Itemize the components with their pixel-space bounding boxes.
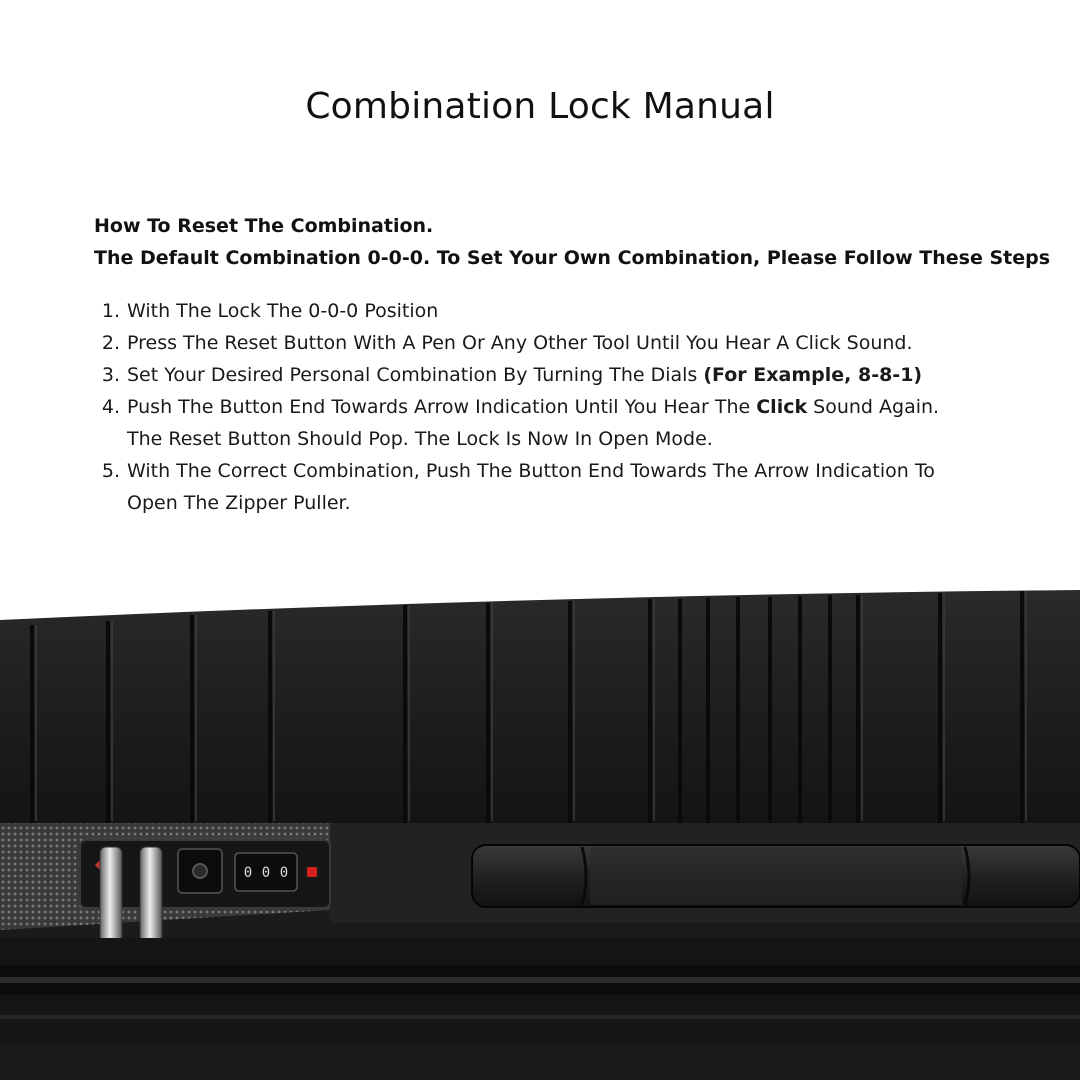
shell-top <box>0 590 1080 825</box>
step-item-3 <box>96 359 996 391</box>
page-title: Combination Lock Manual <box>305 86 775 127</box>
step-item-4 <box>96 391 996 455</box>
step-item-1 <box>96 295 996 327</box>
luggage-lock-photo <box>0 585 1080 1080</box>
steps-list <box>96 295 996 519</box>
step-text: Push The Button End Towards Arrow Indication Until You Hear The <box>127 396 757 418</box>
intro-heading: How To Reset The Combination. <box>94 215 434 237</box>
step-number: 1. <box>101 300 120 322</box>
dial-2: 0 <box>261 865 271 881</box>
intro-subheading: The Default Combination 0-0-0. To Set Your Own Combination, Please Follow These Steps <box>94 247 1051 269</box>
dial-1: 0 <box>243 865 253 881</box>
step-number: 2. <box>101 332 120 354</box>
step-text-line2: Open The Zipper Puller. <box>127 492 351 514</box>
step-text: With The Correct Combination, Push The Button End Towards The Arrow Indication To <box>127 460 935 482</box>
intro-block <box>94 210 1054 274</box>
step-text: With The Lock The 0-0-0 Position <box>127 300 439 322</box>
step-item-5 <box>96 455 996 519</box>
luggage-illustration <box>0 585 1080 1080</box>
step-number: 4. <box>101 396 120 418</box>
step-text-cont: Sound Again. <box>807 396 940 418</box>
step-number: 3. <box>101 364 120 386</box>
step-emphasis: Click <box>756 396 808 418</box>
step-item-2 <box>96 327 996 359</box>
step-text-line2: The Reset Button Should Pop. The Lock Is Now In Open Mode. <box>127 428 713 450</box>
step-text: Set Your Desired Personal Combination By Turning The Dials <box>127 364 704 386</box>
step-example: (For Example, 8-8-1) <box>703 364 923 386</box>
dial-3: 0 <box>279 865 289 881</box>
carry-handle <box>472 845 1080 907</box>
step-text: Press The Reset Button With A Pen Or Any Other Tool Until You Hear A Click Sound. <box>127 332 913 354</box>
step-number: 5. <box>101 460 120 482</box>
reset-button-icon <box>307 867 317 877</box>
